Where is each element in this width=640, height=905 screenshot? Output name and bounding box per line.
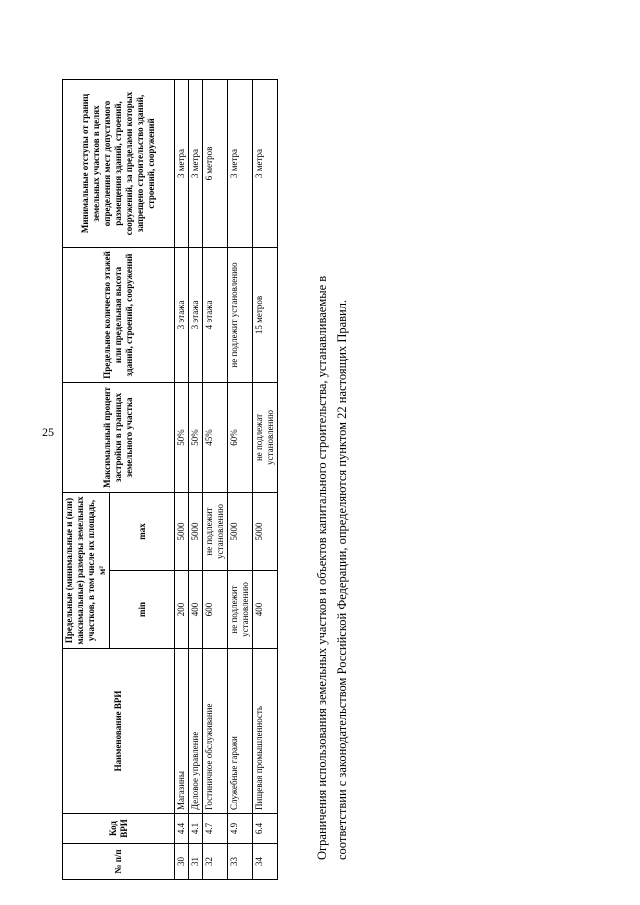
cell-code: 4.7 (203, 814, 228, 844)
cell-percent: 50% (189, 382, 203, 492)
cell-name: Гостиничное обслуживание (203, 649, 228, 814)
cell-num: 33 (228, 844, 253, 880)
table-row (228, 79, 253, 879)
cell-percent: 50% (175, 382, 189, 492)
cell-max: 5000 (175, 492, 189, 570)
cell-setback: 3 метра (253, 79, 278, 247)
cell-num: 34 (253, 844, 278, 880)
cell-max: не подлежит установлению (203, 492, 228, 570)
header-max: max (110, 492, 175, 570)
cell-floors: 4 этажа (203, 247, 228, 382)
cell-percent: 60% (228, 382, 253, 492)
cell-floors: 15 метров (253, 247, 278, 382)
table-row (203, 79, 228, 879)
header-floors: Предельное количество этажей или предельная высота зданий, строений, сооружений (63, 247, 175, 382)
cell-min: 600 (203, 571, 228, 649)
header-num: № п/п (63, 844, 175, 880)
header-percent: Максимальный процент застройки в границах земельного участка (63, 382, 175, 492)
cell-name: Магазины (175, 649, 189, 814)
cell-min: не подлежит установлению (228, 571, 253, 649)
rotated-content (62, 20, 362, 880)
header-row (63, 79, 110, 879)
cell-code: 6.4 (253, 814, 278, 844)
cell-min: 200 (175, 571, 189, 649)
cell-code: 4.9 (228, 814, 253, 844)
cell-setback: 3 метра (228, 79, 253, 247)
cell-num: 31 (189, 844, 203, 880)
cell-num: 30 (175, 844, 189, 880)
vri-table (62, 79, 278, 880)
cell-min: 400 (253, 571, 278, 649)
header-setback: Минимальные отступы от границ земельных участков в целях определения мест допустимого размещения зданий, строений, сооружений, за пределами которых запрещено строительство зданий, строений, сооружений (63, 79, 175, 247)
cell-max: 5000 (189, 492, 203, 570)
cell-name: Деловое управление (189, 649, 203, 814)
note-line-2: соответствии с законодательством Российской Федерации, определяются пунктом 22 настоящих Правил. (335, 299, 349, 860)
cell-min: 400 (189, 571, 203, 649)
cell-max: 5000 (228, 492, 253, 570)
cell-setback: 3 метра (175, 79, 189, 247)
header-sizes: Предельные (минимальные и (или) максимальные) размеры земельных участков, в том числе их площадь, м² (63, 492, 110, 648)
cell-floors: 3 этажа (189, 247, 203, 382)
cell-code: 4.1 (189, 814, 203, 844)
cell-code: 4.4 (175, 814, 189, 844)
cell-floors: 3 этажа (175, 247, 189, 382)
header-name: Наименование ВРИ (63, 649, 175, 814)
table-row (189, 79, 203, 879)
cell-percent: 45% (203, 382, 228, 492)
note-line-1: Ограничения использования земельных участков и объектов капитального строительства, устанавливаемые в (315, 275, 329, 860)
cell-percent: не подлежат установлению (253, 382, 278, 492)
cell-name: Пищевая промышленность (253, 649, 278, 814)
cell-num: 32 (203, 844, 228, 880)
cell-setback: 6 метров (203, 79, 228, 247)
cell-name: Служебные гаражи (228, 649, 253, 814)
cell-floors: не подлежит установлению (228, 247, 253, 382)
page-number: 25 (42, 425, 54, 439)
restrictions-note (312, 60, 352, 860)
cell-setback: 3 метра (189, 79, 203, 247)
table-row (175, 79, 189, 879)
header-min: min (110, 571, 175, 649)
header-code: Код ВРИ (63, 814, 175, 844)
cell-max: 5000 (253, 492, 278, 570)
table-row (253, 79, 278, 879)
